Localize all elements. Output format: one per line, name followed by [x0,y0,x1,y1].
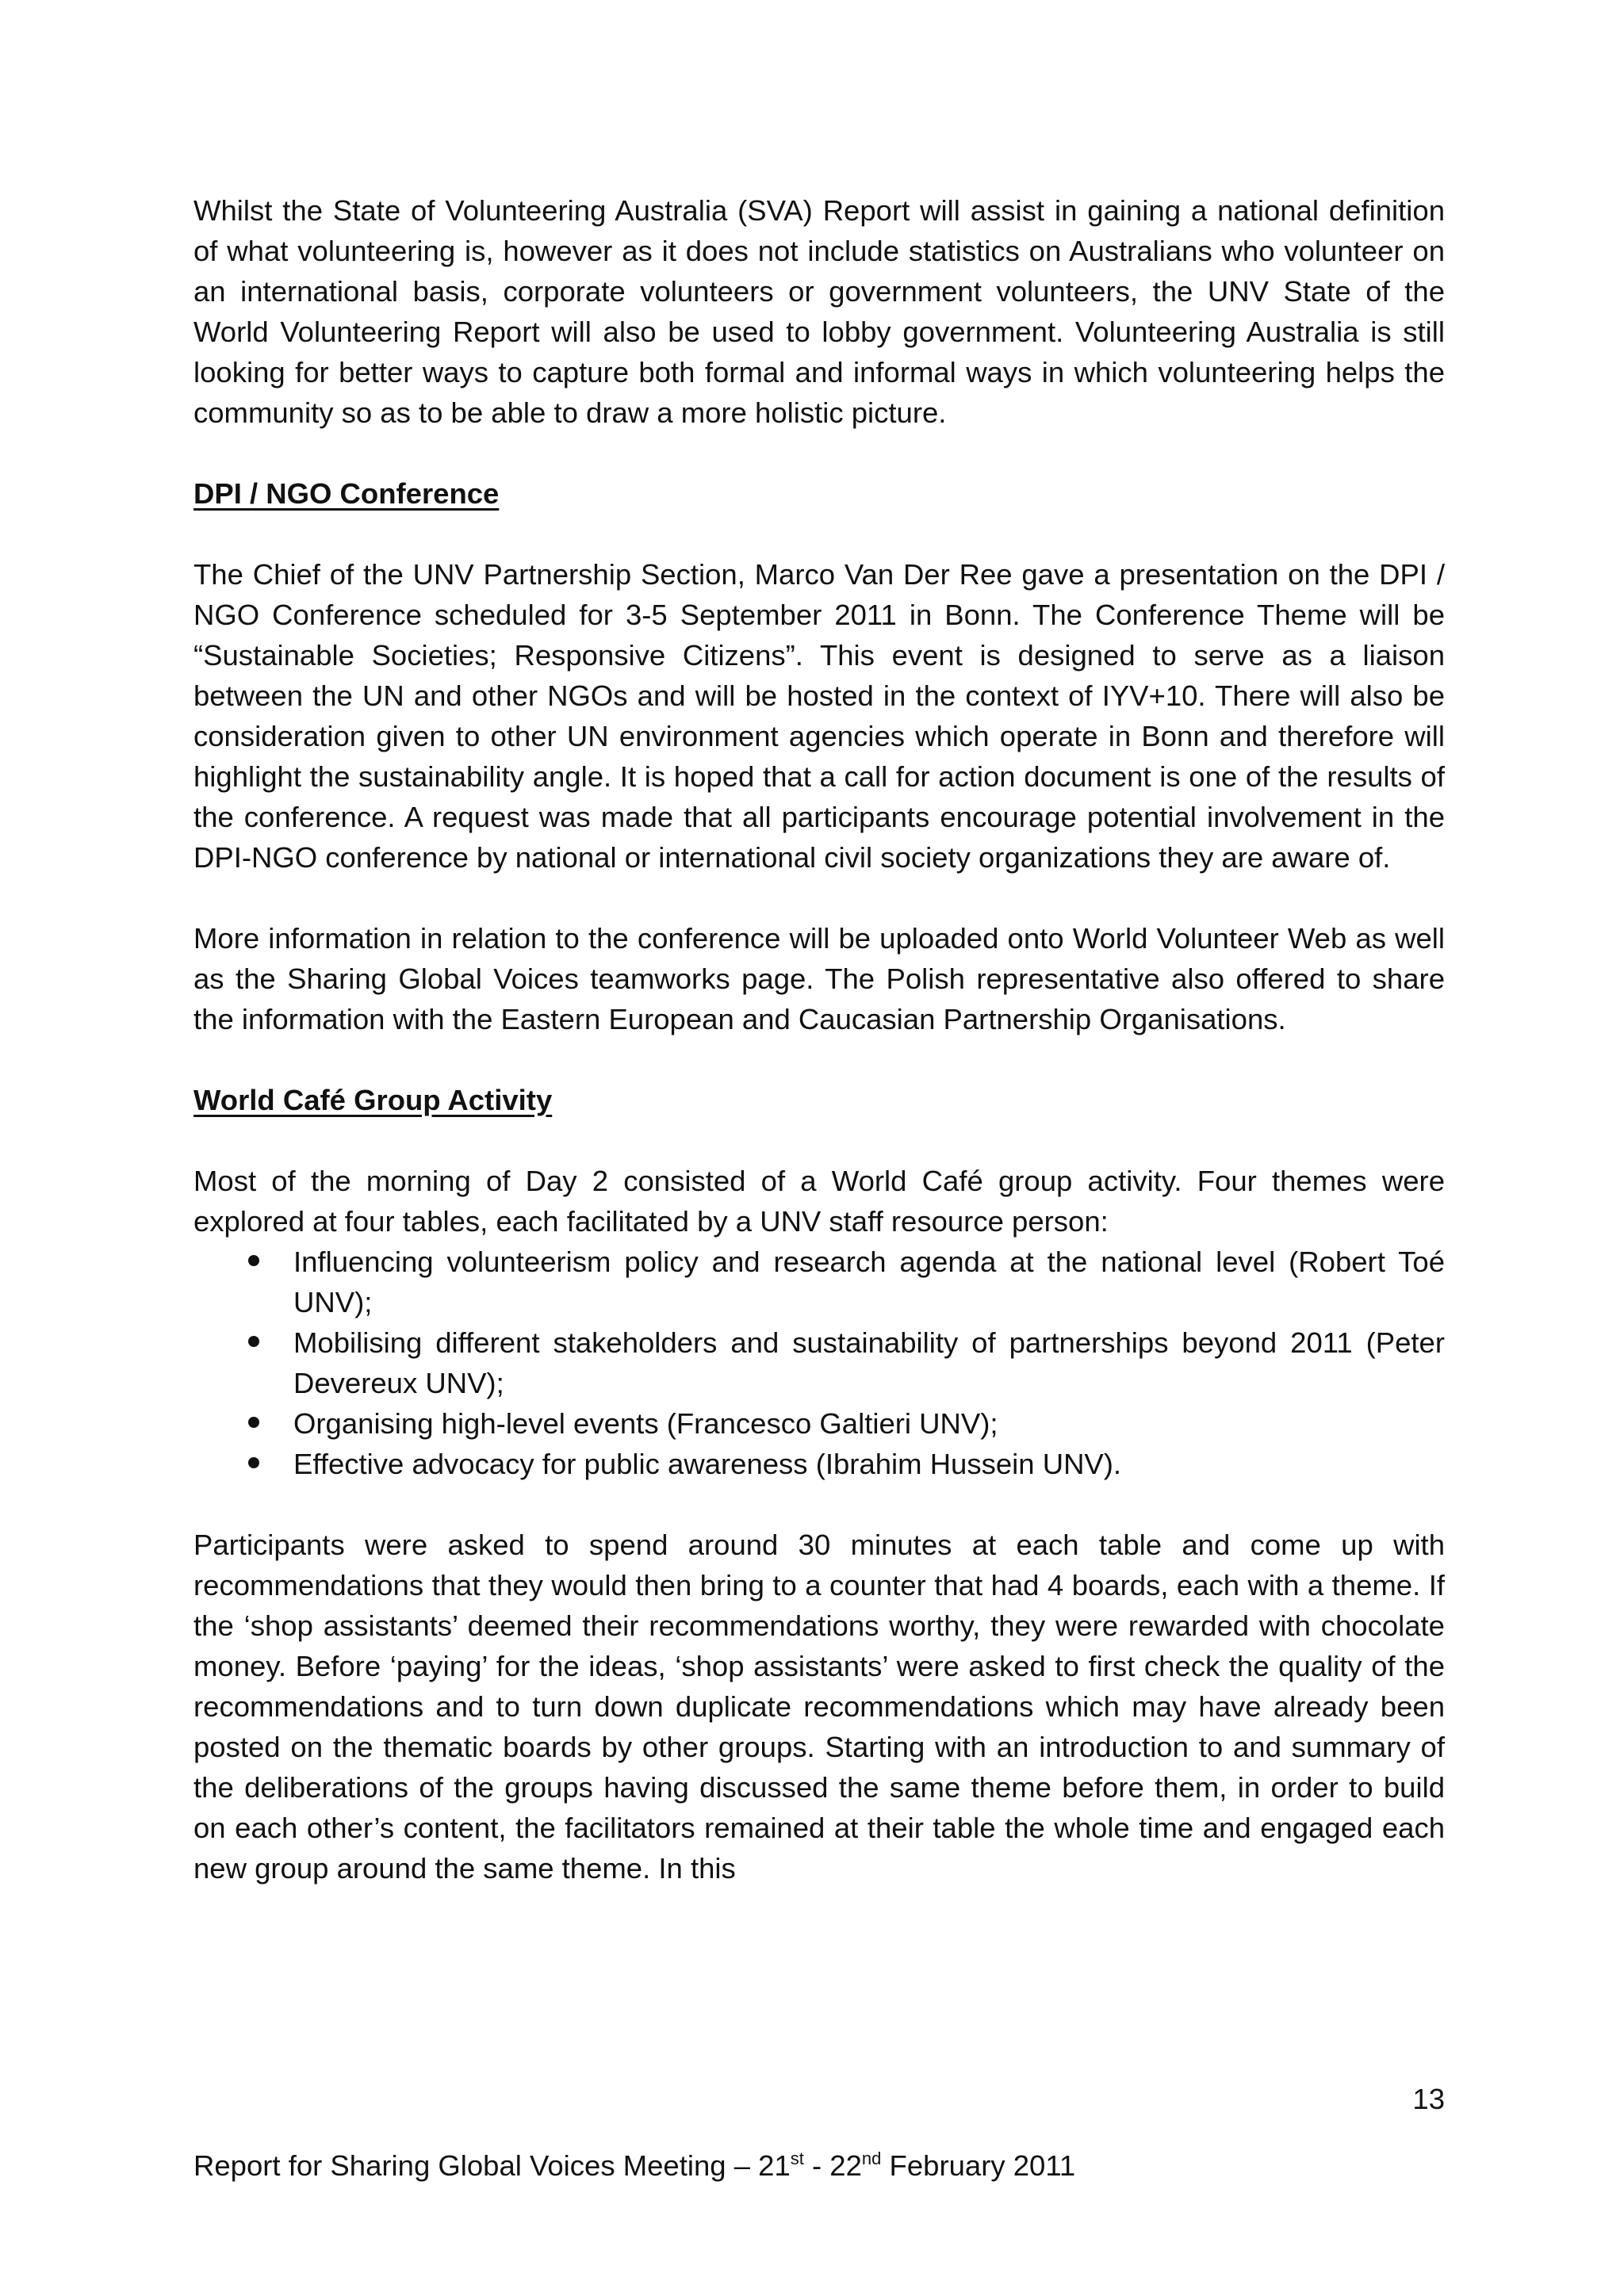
bullet-icon [248,1417,259,1428]
world-cafe-intro: Most of the morning of Day 2 consisted of a World Café group activity. Four themes were explored at four tables, each facilitated by a UNV staff resource person: [193,1165,1445,1238]
bullet-icon [248,1457,259,1468]
world-cafe-heading: World Café Group Activity [193,1084,553,1116]
spacer [193,433,1445,473]
list-item [193,1444,1445,1484]
spacer [193,1484,1445,1525]
document-body [193,190,1445,1888]
themes-list [193,1242,1445,1484]
list-item-text: Mobilising different stakeholders and sustainability of partnerships beyond 2011 (Peter Devereux UNV); [293,1326,1445,1399]
bullet-icon [248,1255,259,1266]
footer-superscript-2: nd [861,2149,882,2168]
spacer [193,514,1445,554]
bullet-icon [248,1336,259,1347]
list-item [193,1242,1445,1322]
footer-superscript-1: st [790,2149,804,2168]
list-item [193,1322,1445,1403]
spacer [193,878,1445,918]
spacer [193,1120,1445,1161]
spacer [193,1039,1445,1080]
intro-paragraph: Whilst the State of Volunteering Australia (SVA) Report will assist in gaining a national definition of what volunteering is, however as it does not include statistics on Australians who volunteer on an international basis, corporate volunteers or government volunteers, the UNV State of the World Volunteering Report will also be used to lobby government. Volunteering Australia is still looking for better ways to capture both formal and informal ways in which volunteering helps the community so as to be able to draw a more holistic picture. [193,194,1445,429]
footer-text-suffix: February 2011 [881,2149,1076,2182]
footer-text-prefix: Report for Sharing Global Voices Meeting – 21 [193,2149,791,2182]
world-cafe-paragraph: Participants were asked to spend around 30 minutes at each table and come up with recommendations that they would then bring to a counter that had 4 boards, each with a theme. If the ‘shop assistants’ deemed their recommendations worthy, they were rewarded with chocolate money. Before ‘paying’ for the ideas, ‘shop assistants’ were asked to first check the quality of the recommendations and to turn down duplicate recommendations which may have already been posted on the thematic boards by other groups. Starting with an introduction to and summary of the deliberations of the groups having discussed the same theme before them, in order to build on each other’s content, the facilitators remained at their table the whole time and engaged each new group around the same theme. In this [193,1529,1445,1885]
list-item-text: Organising high-level events (Francesco Galtieri UNV); [293,1407,998,1440]
list-item-text: Influencing volunteerism policy and research agenda at the national level (Robert Toé UNV); [293,1246,1445,1318]
list-item [193,1403,1445,1444]
page-footer [193,2145,1075,2186]
dpi-ngo-heading: DPI / NGO Conference [193,477,500,510]
page-number: 13 [1412,2083,1445,2115]
footer-text-middle: - 22 [803,2149,862,2182]
list-item-text: Effective advocacy for public awareness (Ibrahim Hussein UNV). [293,1448,1122,1480]
dpi-paragraph-1: The Chief of the UNV Partnership Section, Marco Van Der Ree gave a presentation on the DPI / NGO Conference scheduled for 3-5 September 2011 in Bonn. The Conference Theme will be “Sustainable Societies; Responsive Citizens”. This event is designed to serve as a liaison between the UN and other NGOs and will be hosted in the context of IYV+10. There will also be consideration given to other UN environment agencies which operate in Bonn and therefore will highlight the sustainability angle. It is hoped that a call for action document is one of the results of the conference. A request was made that all participants encourage potential involvement in the DPI-NGO conference by national or international civil society organizations they are aware of. [193,558,1445,874]
dpi-paragraph-2: More information in relation to the conference will be uploaded onto World Volunteer Web as well as the Sharing Global Voices teamworks page. The Polish representative also offered to share the information with the Eastern European and Caucasian Partnership Organisations. [193,922,1445,1035]
